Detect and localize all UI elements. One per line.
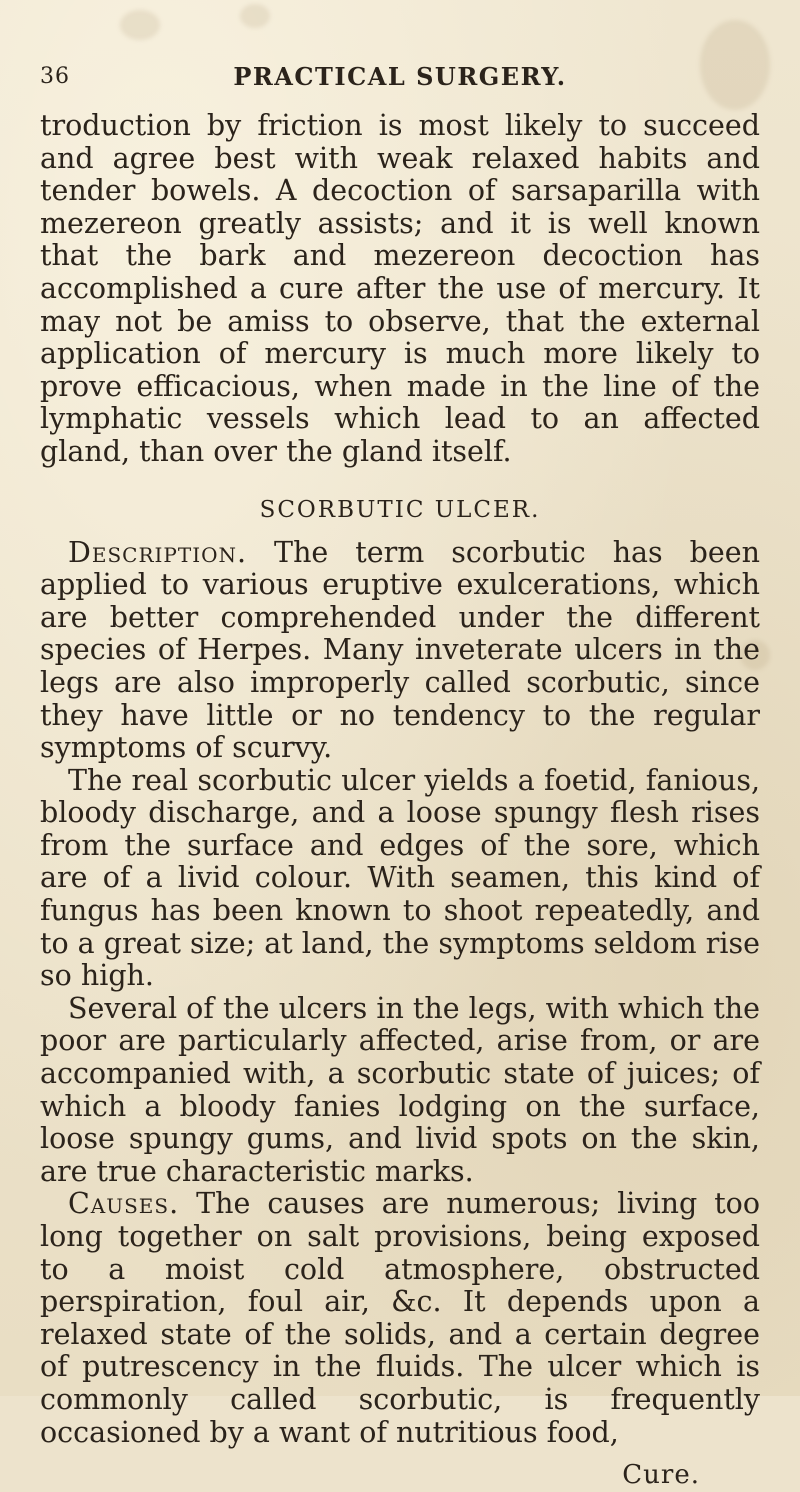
paragraph-continuation: troduction by friction is most likely to succeed and agree best with weak relaxed habits and tender bowels. A decoction of sarsaparilla with mezereon greatly assists; and it is well known that the bark and mezereon decoction has accomplished a cure after the use of mercury. It may not be amiss to observe, that the external application of mercury is much more likely to prove efficacious, when made in the line of the lymphatic vessels which lead to an affected gland, than over the gland itself. xyxy=(40,109,760,468)
description-text: The term scorbutic has been applied to various eruptive exulcerations, which are better comprehended under the different species of Herpes. Many inveterate ulcers in the legs are also improperly called scorbutic, since they have little or no tendency to the regular symptoms of scurvy. xyxy=(40,535,760,765)
section-heading: SCORBUTIC ULCER. xyxy=(259,496,541,523)
page-header xyxy=(40,62,760,92)
paragraph-description xyxy=(40,537,760,765)
page-number: 36 xyxy=(40,64,70,89)
paper-stain xyxy=(240,4,270,28)
paragraph-real-ulcer: The real scorbutic ulcer yields a foetid, fanious, bloody discharge, and a loose spungy flesh rises from the surface and edges of the sore, which are of a livid colour. With seamen, this kind of fungus has been known to shoot repeatedly, and to a great size; at land, the symptoms seldom rise so high. xyxy=(40,763,760,993)
paper-stain xyxy=(120,10,160,40)
causes-lead: Causes. xyxy=(68,1187,180,1221)
paragraph-several-ulcers: Several of the ulcers in the legs, with which the poor are particularly affected, arise from, or are accompanied with, a scorbutic state of juices; of which a bloody fanies lodging on the surface, loose spungy gums, and livid spots on the skin, are true characteristic marks. xyxy=(40,991,760,1188)
running-head: PRACTICAL SURGERY. xyxy=(233,62,567,91)
paragraph-causes xyxy=(40,1188,760,1449)
page-body xyxy=(40,110,760,1492)
causes-text: The causes are numerous; living too long together on salt provisions, being exposed to a moist cold atmosphere, obstructed perspiration, foul air, &c. It depends upon a relaxed state of the solids, and a certain degree of putrescency in the fluids. The ulcer which is commonly called scorbutic, is frequently occasioned by a want of nutritious food, xyxy=(40,1187,760,1449)
description-lead: Description. xyxy=(68,535,248,569)
catchword: Cure. xyxy=(622,1460,700,1491)
